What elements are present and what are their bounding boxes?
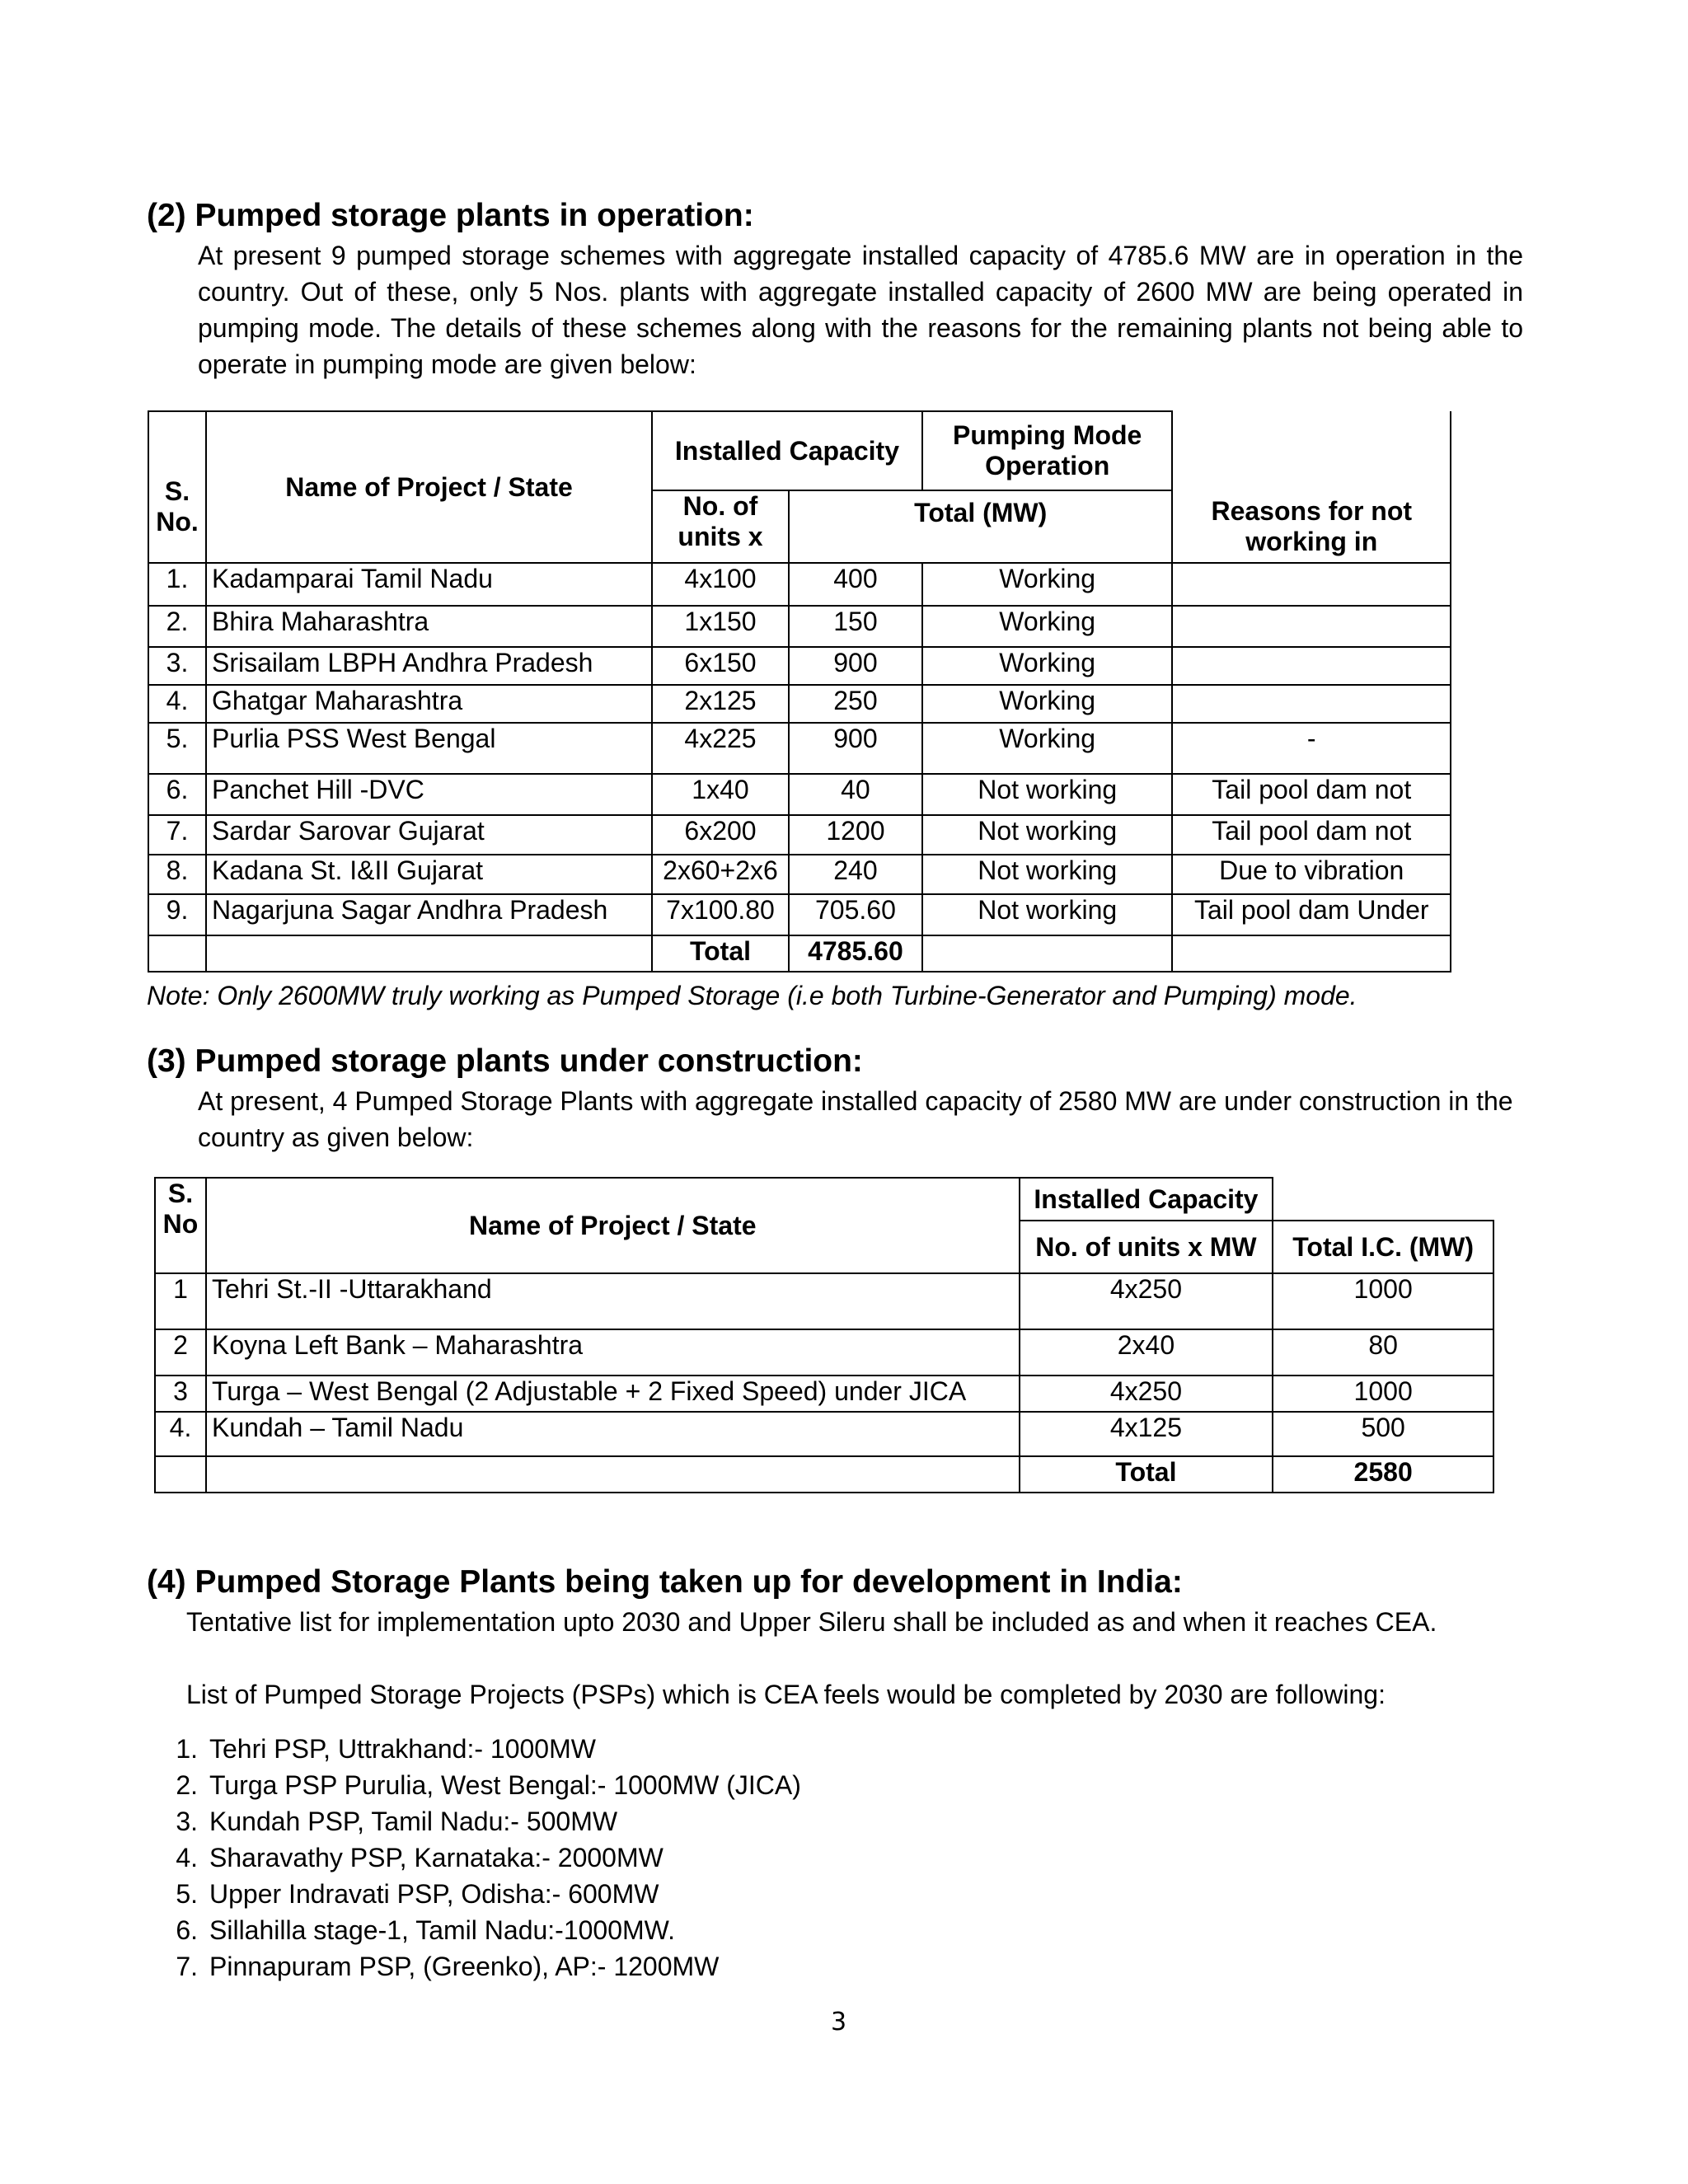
uc-row-project-name: Koyna Left Bank – Maharashtra bbox=[206, 1329, 1020, 1376]
list-item-number: 4. bbox=[176, 1843, 198, 1872]
list-item-text: Tehri PSP, Uttrakhand:- 1000MW bbox=[209, 1734, 596, 1764]
row-reason: Tail pool dam Under bbox=[1172, 894, 1451, 935]
section-4-paragraph-1: Tentative list for implementation upto 2030 and Upper Sileru shall be included as and when it reaches CEA. bbox=[186, 1607, 1437, 1637]
header-project-name: Name of Project / State bbox=[206, 411, 652, 563]
uc-row-project-name: Kundah – Tamil Nadu bbox=[206, 1412, 1020, 1456]
list-item bbox=[148, 1767, 801, 1803]
table-row bbox=[148, 774, 1451, 815]
operating-plants-table bbox=[148, 410, 1451, 972]
row-project-name: Panchet Hill -DVC bbox=[206, 774, 652, 815]
table-note: Note: Only 2600MW truly working as Pumped Storage (i.e both Turbine-Generator and Pumping) mode. bbox=[147, 981, 1357, 1010]
row-sno: 9. bbox=[148, 894, 206, 935]
row-units: 4x225 bbox=[652, 723, 789, 774]
uc-row-units: 4x250 bbox=[1020, 1273, 1273, 1329]
section-2-heading: (2) Pumped storage plants in operation: bbox=[147, 198, 754, 233]
uc-row-units: 2x40 bbox=[1020, 1329, 1273, 1376]
uc-header-sno: S. No bbox=[155, 1178, 206, 1273]
row-total: 250 bbox=[789, 685, 922, 723]
table-row bbox=[148, 723, 1451, 774]
list-item-number: 6. bbox=[176, 1915, 198, 1945]
uc-total-blank-name bbox=[206, 1456, 1020, 1493]
table-row bbox=[148, 815, 1451, 855]
row-reason bbox=[1172, 606, 1451, 647]
uc-row-total: 1000 bbox=[1273, 1273, 1493, 1329]
uc-header-blank bbox=[1273, 1178, 1493, 1221]
list-item bbox=[148, 1948, 801, 1985]
row-status: Working bbox=[922, 606, 1173, 647]
uc-row-sno: 3 bbox=[155, 1376, 206, 1412]
row-units: 1x40 bbox=[652, 774, 789, 815]
row-units: 4x100 bbox=[652, 563, 789, 606]
table-row bbox=[155, 1412, 1493, 1456]
header-installed-capacity: Installed Capacity bbox=[652, 411, 922, 490]
page-number: 3 bbox=[831, 2008, 847, 2036]
row-total: 900 bbox=[789, 647, 922, 685]
uc-header-units: No. of units x MW bbox=[1020, 1221, 1273, 1273]
header-units: No. of units x bbox=[652, 490, 789, 563]
table-row bbox=[155, 1376, 1493, 1412]
row-units: 2x125 bbox=[652, 685, 789, 723]
under-construction-table bbox=[154, 1177, 1494, 1493]
row-units: 2x60+2x6 bbox=[652, 855, 789, 894]
table-row bbox=[148, 894, 1451, 935]
section-2-paragraph: At present 9 pumped storage schemes with aggregate installed capacity of 4785.6 MW are in operation in the country. Out of these, only 5 Nos. plants with aggregate installed capacity of 2600 MW are being operated in pumping mode. The details of these schemes along with the reasons for the remaining plants not being able to operate in pumping mode are given below: bbox=[198, 241, 1523, 379]
list-item-number: 1. bbox=[176, 1734, 198, 1764]
row-sno: 5. bbox=[148, 723, 206, 774]
uc-row-sno: 1 bbox=[155, 1273, 206, 1329]
table-row bbox=[148, 606, 1451, 647]
row-project-name: Purlia PSS West Bengal bbox=[206, 723, 652, 774]
row-sno: 4. bbox=[148, 685, 206, 723]
header-reasons: Reasons for not working in bbox=[1172, 411, 1451, 563]
row-reason: Tail pool dam not bbox=[1172, 774, 1451, 815]
row-reason bbox=[1172, 563, 1451, 606]
row-status: Not working bbox=[922, 855, 1173, 894]
list-item-number: 3. bbox=[176, 1807, 198, 1836]
row-project-name: Kadana St. I&II Gujarat bbox=[206, 855, 652, 894]
list-item-text: Upper Indravati PSP, Odisha:- 600MW bbox=[209, 1879, 659, 1909]
row-sno: 3. bbox=[148, 647, 206, 685]
row-reason: Due to vibration bbox=[1172, 855, 1451, 894]
row-status: Not working bbox=[922, 894, 1173, 935]
row-sno: 8. bbox=[148, 855, 206, 894]
table-row bbox=[155, 1329, 1493, 1376]
row-total: 1200 bbox=[789, 815, 922, 855]
row-total: 900 bbox=[789, 723, 922, 774]
row-total: 705.60 bbox=[789, 894, 922, 935]
list-item bbox=[148, 1840, 801, 1876]
uc-row-total: 80 bbox=[1273, 1329, 1493, 1376]
total-blank-name bbox=[206, 935, 652, 972]
row-sno: 7. bbox=[148, 815, 206, 855]
row-total: 400 bbox=[789, 563, 922, 606]
uc-row-units: 4x250 bbox=[1020, 1376, 1273, 1412]
row-units: 6x200 bbox=[652, 815, 789, 855]
uc-header-installed-capacity: Installed Capacity bbox=[1020, 1178, 1273, 1221]
total-value: 4785.60 bbox=[789, 935, 922, 972]
section-4-heading: (4) Pumped Storage Plants being taken up for development in India: bbox=[147, 1564, 1183, 1600]
uc-header-project-name: Name of Project / State bbox=[206, 1178, 1020, 1273]
uc-total-row bbox=[155, 1456, 1493, 1493]
section-3-heading: (3) Pumped storage plants under construction: bbox=[147, 1043, 863, 1079]
row-status: Working bbox=[922, 563, 1173, 606]
list-item bbox=[148, 1876, 801, 1912]
header-sno: S. No. bbox=[148, 411, 206, 563]
total-blank-sno bbox=[148, 935, 206, 972]
row-sno: 1. bbox=[148, 563, 206, 606]
row-status: Not working bbox=[922, 815, 1173, 855]
list-item-text: Sharavathy PSP, Karnataka:- 2000MW bbox=[209, 1843, 663, 1872]
row-project-name: Nagarjuna Sagar Andhra Pradesh bbox=[206, 894, 652, 935]
list-item bbox=[148, 1912, 801, 1948]
uc-total-blank-sno bbox=[155, 1456, 206, 1493]
uc-total-value: 2580 bbox=[1273, 1456, 1493, 1493]
section-4-paragraph-2: List of Pumped Storage Projects (PSPs) which is CEA feels would be completed by 2030 are following: bbox=[186, 1680, 1386, 1709]
list-item bbox=[148, 1803, 801, 1840]
total-blank-reason bbox=[1172, 935, 1451, 972]
header-total-mw: Total (MW) bbox=[789, 490, 1173, 563]
row-units: 6x150 bbox=[652, 647, 789, 685]
row-project-name: Sardar Sarovar Gujarat bbox=[206, 815, 652, 855]
row-reason bbox=[1172, 685, 1451, 723]
row-sno: 2. bbox=[148, 606, 206, 647]
row-project-name: Srisailam LBPH Andhra Pradesh bbox=[206, 647, 652, 685]
uc-row-total: 500 bbox=[1273, 1412, 1493, 1456]
uc-row-total: 1000 bbox=[1273, 1376, 1493, 1412]
list-item-number: 2. bbox=[176, 1770, 198, 1800]
row-reason bbox=[1172, 647, 1451, 685]
row-total: 150 bbox=[789, 606, 922, 647]
section-3-paragraph: At present, 4 Pumped Storage Plants with aggregate installed capacity of 2580 MW are under construction in the country as given below: bbox=[198, 1086, 1513, 1152]
total-label: Total bbox=[652, 935, 789, 972]
list-item-text: Pinnapuram PSP, (Greenko), AP:- 1200MW bbox=[209, 1952, 720, 1981]
uc-header-total: Total I.C. (MW) bbox=[1273, 1221, 1493, 1273]
table-row bbox=[148, 855, 1451, 894]
list-item-number: 5. bbox=[176, 1879, 198, 1909]
row-project-name: Kadamparai Tamil Nadu bbox=[206, 563, 652, 606]
row-total: 40 bbox=[789, 774, 922, 815]
row-total: 240 bbox=[789, 855, 922, 894]
list-item-text: Kundah PSP, Tamil Nadu:- 500MW bbox=[209, 1807, 618, 1836]
uc-row-project-name: Tehri St.-II -Uttarakhand bbox=[206, 1273, 1020, 1329]
table-row bbox=[148, 563, 1451, 606]
uc-row-sno: 2 bbox=[155, 1329, 206, 1376]
row-status: Not working bbox=[922, 774, 1173, 815]
row-units: 1x150 bbox=[652, 606, 789, 647]
row-reason: - bbox=[1172, 723, 1451, 774]
table-row bbox=[155, 1273, 1493, 1329]
table-total-row bbox=[148, 935, 1451, 972]
row-status: Working bbox=[922, 685, 1173, 723]
total-blank-status bbox=[922, 935, 1173, 972]
table-row bbox=[148, 685, 1451, 723]
list-item-text: Sillahilla stage-1, Tamil Nadu:-1000MW. bbox=[209, 1915, 675, 1945]
uc-row-project-name: Turga – West Bengal (2 Adjustable + 2 Fixed Speed) under JICA bbox=[206, 1376, 1020, 1412]
list-item-number: 7. bbox=[176, 1952, 198, 1981]
uc-total-label: Total bbox=[1020, 1456, 1273, 1493]
row-status: Working bbox=[922, 647, 1173, 685]
table-row bbox=[148, 647, 1451, 685]
header-pumping-mode: Pumping Mode Operation bbox=[922, 411, 1173, 490]
psp-list bbox=[148, 1731, 801, 1985]
row-status: Working bbox=[922, 723, 1173, 774]
uc-row-units: 4x125 bbox=[1020, 1412, 1273, 1456]
row-reason: Tail pool dam not bbox=[1172, 815, 1451, 855]
list-item bbox=[148, 1731, 801, 1767]
row-project-name: Ghatgar Maharashtra bbox=[206, 685, 652, 723]
row-units: 7x100.80 bbox=[652, 894, 789, 935]
row-sno: 6. bbox=[148, 774, 206, 815]
uc-row-sno: 4. bbox=[155, 1412, 206, 1456]
list-item-text: Turga PSP Purulia, West Bengal:- 1000MW (JICA) bbox=[209, 1770, 801, 1800]
row-project-name: Bhira Maharashtra bbox=[206, 606, 652, 647]
